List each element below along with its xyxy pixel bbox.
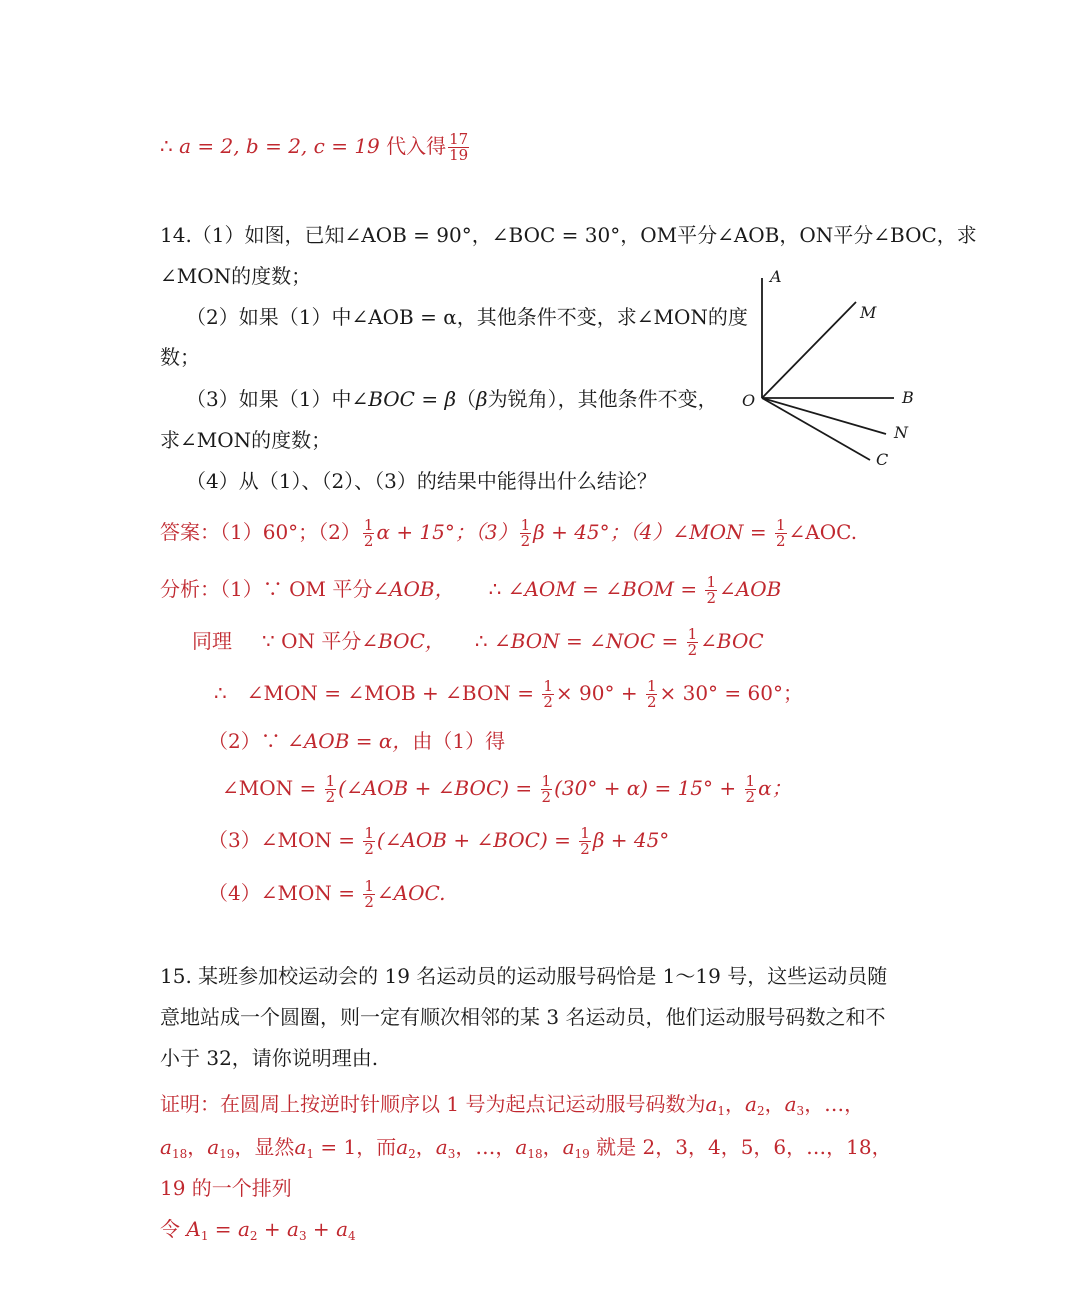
label-b: B xyxy=(902,388,914,407)
ray-on xyxy=(762,398,886,434)
q14-line4: 数； xyxy=(160,345,200,369)
analysis-line4: （2）∵ ∠AOB = α，由（1）得 xyxy=(208,729,506,753)
q14-line2: ∠MON的度数； xyxy=(160,264,312,288)
derivation-line: ∴ a = 2, b = 2, c = 19 代入得 $\frac{17}{19}$ xyxy=(160,130,469,164)
label-n: N xyxy=(894,423,908,442)
proof-line2: $a_{18}$，$a_{19}$，显然$a_1 = 1$，而$a_2$，$a_3$，…，$a_{18}$，$a_{19}$ 就是 2，3，4，5，6，…，18， xyxy=(160,1135,892,1161)
analysis-line5: ∠MON = $\frac{1}{2}$ (∠AOB + ∠BOC) = $\frac{1}{2}$ (30° + α) = 15° + $\frac{1}{2}$ α； xyxy=(222,772,792,806)
ray-om xyxy=(762,302,856,398)
q14-line6: 求∠MON的度数； xyxy=(160,428,332,452)
ray-oc xyxy=(762,398,870,460)
proof-line1: 证明：在圆周上按逆时针顺序以 1 号为起点记运动服号码数为$a_1$，$a_2$，$a_3$，…， xyxy=(160,1092,865,1118)
q15-line1: 15. 某班参加校运动会的 19 名运动员的运动服号码恰是 1～19 号，这些运动员随 xyxy=(160,964,888,988)
q15-line2: 意地站成一个圆圈，则一定有顺次相邻的某 3 名运动员，他们运动服号码数之和不 xyxy=(160,1005,886,1029)
analysis-line6: （3）∠MON = $\frac{1}{2}$ (∠AOB + ∠BOC) = $\frac{1}{2}$ β + 45° xyxy=(208,824,670,858)
label-c: C xyxy=(876,450,889,469)
angle-figure xyxy=(738,262,928,472)
label-a: A xyxy=(770,267,782,286)
q15-line3: 小于 32，请你说明理由. xyxy=(160,1046,379,1070)
analysis-line1: 分析：（1）∵ OM 平分∠AOB， ∴ ∠AOM = ∠BOM = $\frac{1}{2}$ ∠AOB xyxy=(160,573,782,607)
fraction: $\frac{17}{19}$ xyxy=(449,130,469,164)
label-o: O xyxy=(742,391,756,410)
label-m: M xyxy=(860,303,877,322)
proof-line4: 令 $A_1 = a_2 + a_3 + a_4$ xyxy=(160,1217,356,1243)
analysis-line2: 同理 ∵ ON 平分∠BOC， ∴ ∠BON = ∠NOC = $\frac{1}{2}$ ∠BOC xyxy=(192,625,764,659)
analysis-line3: ∴ ∠MON = ∠MOB + ∠BON = $\frac{1}{2}$ × 90° + $\frac{1}{2}$ × 30° = 60°； xyxy=(214,677,803,711)
q14-line1: 14.（1）如图，已知∠AOB = 90°，∠BOC = 30°，OM平分∠AOB，ON平分∠BOC，求 xyxy=(160,223,977,247)
q14-line7: （4）从（1）、（2）、（3）的结果中能得出什么结论？ xyxy=(186,469,657,493)
proof-line3: 19 的一个排列 xyxy=(160,1176,292,1200)
analysis-line7: （4）∠MON = $\frac{1}{2}$ ∠AOC. xyxy=(208,877,446,911)
q14-line5: （3）如果（1）中∠BOC = β（β为锐角），其他条件不变， xyxy=(186,387,718,411)
answer-line: 答案：（1）60°；（2） $\frac{1}{2}$ α + 15°；（3） $\frac{1}{2}$ β + 45°；（4）∠MON = $\frac{1}{2}$ ∠AOC. xyxy=(160,516,858,550)
q14-line3: （2）如果（1）中∠AOB = α，其他条件不变，求∠MON的度 xyxy=(186,305,748,329)
